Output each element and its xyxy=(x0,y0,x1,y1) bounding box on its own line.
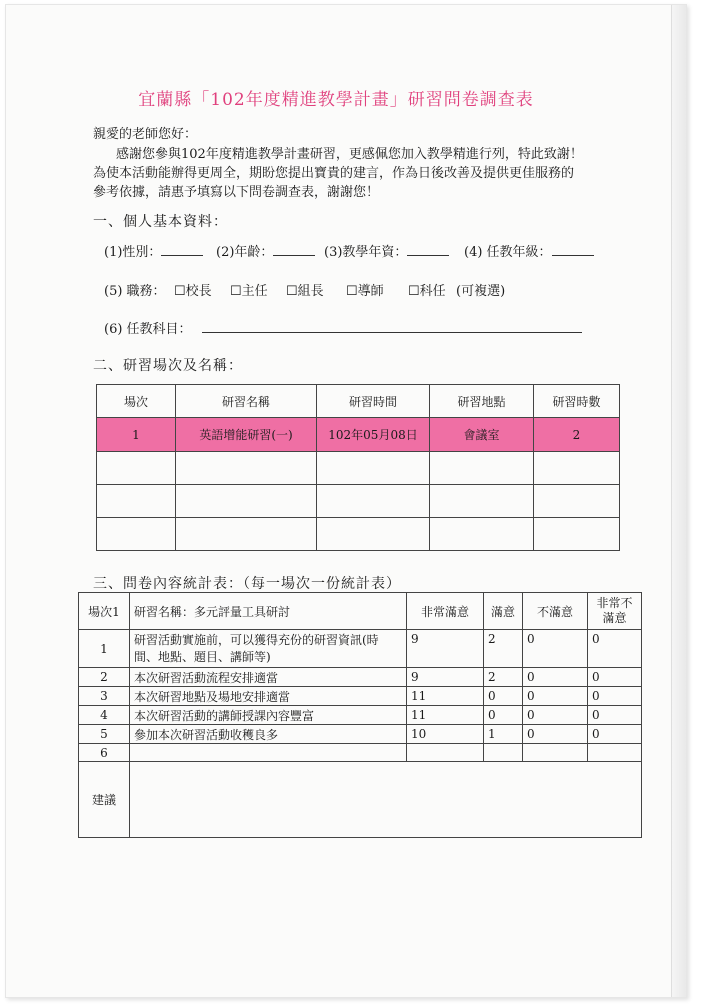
value-cell: 11 xyxy=(407,687,484,706)
table-cell xyxy=(534,485,620,518)
table-cell: 2 xyxy=(534,418,620,452)
role-label: (5) 職務： xyxy=(104,284,166,299)
table-cell xyxy=(317,485,430,518)
table-cell xyxy=(176,485,317,518)
value-cell: 0 xyxy=(523,706,588,725)
table-cell xyxy=(176,518,317,551)
years-field[interactable] xyxy=(324,241,449,260)
subject-blank[interactable] xyxy=(202,332,582,333)
role-checkbox-director[interactable]: ☐主任 xyxy=(230,284,268,299)
stats-row xyxy=(79,706,642,725)
role-checkbox-homeroom[interactable]: ☐導師 xyxy=(346,284,384,299)
stats-row xyxy=(79,630,642,668)
value-cell: 0 xyxy=(588,668,642,687)
table-cell xyxy=(534,452,620,485)
header-cell: 場次 xyxy=(97,385,176,418)
age-field[interactable] xyxy=(216,241,315,260)
document-page xyxy=(5,4,687,998)
gender-label: (1)性別： xyxy=(104,245,162,260)
role-checkbox-principal[interactable]: ☐校長 xyxy=(174,284,212,299)
role-option-label: 導師 xyxy=(357,284,384,299)
value-cell xyxy=(484,744,523,762)
table-cell xyxy=(430,485,534,518)
role-note: (可複選) xyxy=(456,284,506,299)
value-cell: 0 xyxy=(588,706,642,725)
table-header-row xyxy=(97,385,620,418)
value-cell: 2 xyxy=(484,630,523,668)
value-cell: 10 xyxy=(407,725,484,744)
row-number: 3 xyxy=(79,687,130,706)
table-row-empty xyxy=(97,485,620,518)
role-checkbox-section-chief[interactable]: ☐組長 xyxy=(286,284,324,299)
table-cell: 102年05月08日 xyxy=(317,418,430,452)
section1-heading: 一、個人基本資料： xyxy=(93,214,228,230)
role-option-label: 組長 xyxy=(297,284,324,299)
page-edge xyxy=(671,5,686,997)
table-row-empty xyxy=(97,518,620,551)
stats-header-row xyxy=(79,593,642,630)
value-cell: 0 xyxy=(523,668,588,687)
header-cell: 研習時間 xyxy=(317,385,430,418)
header-cell: 研習名稱 xyxy=(176,385,317,418)
table-cell xyxy=(97,518,176,551)
value-cell: 9 xyxy=(407,630,484,668)
session-label: 場次1 xyxy=(79,593,130,630)
value-cell xyxy=(407,744,484,762)
table-cell xyxy=(97,452,176,485)
table-cell xyxy=(317,518,430,551)
role-option-label: 校長 xyxy=(185,284,212,299)
table-cell xyxy=(430,518,534,551)
table-cell xyxy=(97,485,176,518)
subject-field[interactable] xyxy=(104,318,582,337)
row-item: 本次研習地點及場地安排適當 xyxy=(130,687,407,706)
section2-heading: 二、研習場次及名稱： xyxy=(93,358,243,374)
row-number: 4 xyxy=(79,706,130,725)
stats-row xyxy=(79,725,642,744)
section3-heading: 三、問卷內容統計表：（每一場次一份統計表） xyxy=(93,576,401,592)
stats-row xyxy=(79,668,642,687)
value-cell: 0 xyxy=(588,687,642,706)
row-number: 1 xyxy=(79,630,130,668)
value-cell: 0 xyxy=(523,725,588,744)
table-cell xyxy=(176,452,317,485)
suggestion-label: 建議 xyxy=(79,762,130,838)
table-cell xyxy=(317,452,430,485)
value-cell: 0 xyxy=(523,630,588,668)
role-option-label: 主任 xyxy=(241,284,268,299)
role-option-label: 科任 xyxy=(419,284,446,299)
header-dissatisfied: 不滿意 xyxy=(523,593,588,630)
age-blank[interactable] xyxy=(273,255,315,256)
course-name: 研習名稱：多元評量工具研討 xyxy=(130,593,407,630)
value-cell: 0 xyxy=(588,630,642,668)
table-row xyxy=(97,418,620,452)
header-satisfied: 滿意 xyxy=(484,593,523,630)
intro-line-1: 感謝您參與102年度精進教學計畫研習，更感佩您加入教學精進行列，特此致謝！ xyxy=(116,147,583,162)
intro-line-3: 參考依據，請惠予填寫以下問卷調查表，謝謝您！ xyxy=(93,185,380,200)
value-cell: 0 xyxy=(484,687,523,706)
value-cell: 0 xyxy=(588,725,642,744)
row-number: 2 xyxy=(79,668,130,687)
row-item: 本次研習活動流程安排適當 xyxy=(130,668,407,687)
header-very-dissatisfied: 非常不滿意 xyxy=(588,593,642,630)
gender-blank[interactable] xyxy=(161,255,203,256)
role-checkbox-subject-teacher[interactable]: ☐科任 xyxy=(408,284,446,299)
value-cell xyxy=(588,744,642,762)
value-cell: 11 xyxy=(407,706,484,725)
table-cell: 英語增能研習(一) xyxy=(176,418,317,452)
value-cell: 0 xyxy=(484,706,523,725)
value-cell xyxy=(523,744,588,762)
table-cell xyxy=(430,452,534,485)
table-cell xyxy=(534,518,620,551)
value-cell: 9 xyxy=(407,668,484,687)
header-very-satisfied: 非常滿意 xyxy=(407,593,484,630)
header-cell: 研習地點 xyxy=(430,385,534,418)
gender-field[interactable] xyxy=(104,241,203,260)
value-cell: 0 xyxy=(523,687,588,706)
page-title: 宜蘭縣「102年度精進教學計畫」研習問卷調查表 xyxy=(138,90,534,110)
table-row-empty xyxy=(97,452,620,485)
greeting: 親愛的老師您好： xyxy=(93,127,198,142)
table-cell: 會議室 xyxy=(430,418,534,452)
row-item: 研習活動實施前，可以獲得充份的研習資訊(時間、地點、題目、講師等) xyxy=(130,630,407,668)
row-item xyxy=(130,744,407,762)
row-item: 參加本次研習活動收穫良多 xyxy=(130,725,407,744)
intro-line-2: 為使本活動能辦得更周全，期盼您提出寶貴的建言，作為日後改善及提供更佳服務的 xyxy=(93,166,575,181)
survey-stats-table xyxy=(78,592,642,838)
years-label: (3)教學年資： xyxy=(324,245,408,260)
stats-row xyxy=(79,687,642,706)
header-cell: 研習時數 xyxy=(534,385,620,418)
row-item: 本次研習活動的講師授課內容豐富 xyxy=(130,706,407,725)
age-label: (2)年齡： xyxy=(216,245,274,260)
grade-field[interactable] xyxy=(464,241,594,260)
suggestion-area[interactable] xyxy=(130,762,642,838)
session-table xyxy=(96,384,620,551)
grade-label: (4) 任教年級： xyxy=(464,245,552,260)
suggestion-row xyxy=(79,762,642,838)
grade-blank[interactable] xyxy=(552,255,594,256)
stats-row xyxy=(79,744,642,762)
years-blank[interactable] xyxy=(407,255,449,256)
value-cell: 1 xyxy=(484,725,523,744)
row-number: 6 xyxy=(79,744,130,762)
subject-label: (6) 任教科目： xyxy=(104,322,192,337)
value-cell: 2 xyxy=(484,668,523,687)
table-cell: 1 xyxy=(97,418,176,452)
row-number: 5 xyxy=(79,725,130,744)
